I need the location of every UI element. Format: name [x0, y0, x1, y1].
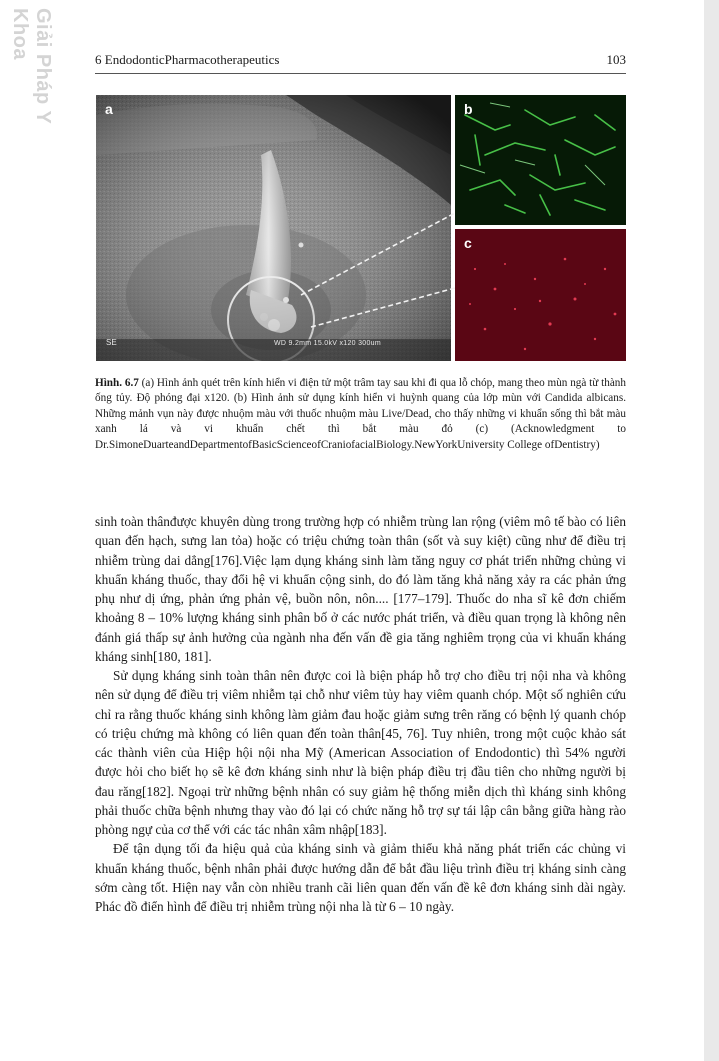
header-rule	[95, 73, 626, 74]
watermark-text: Giải Pháp Y Khoa	[9, 8, 54, 124]
panel-label-a: a	[105, 101, 113, 117]
panel-label-b: b	[464, 101, 473, 117]
caption-text: (a) Hình ảnh quét trên kính hiển vi điện tử một trâm tay sau khi đi qua lỗ chóp, mang theo mùn ngà từ thành ống tủy. Độ phóng đại x120. (b) Hình ảnh sử dụng kính hiển vi huỳnh quang của lớp mùn với Candida albicans. Những mảnh vụn này được nhuộm màu với thuốc nhuộm màu Live/Dead, cho thấy những vi khuẩn sống thì bắt màu xanh lá và vi khuẩn chết thì bắt màu đỏ (c) (Acknowledgment to Dr.SimoneDuarteandDepartmentofBasicScienceofCraniofacialBiology.NewYorkUniversity College ofDentistry)	[95, 377, 626, 451]
figure-panel-a	[96, 95, 451, 361]
red-fluorescence-image	[455, 229, 626, 361]
sem-mode-label: SE	[106, 338, 117, 347]
figure-panel-b	[455, 95, 626, 225]
sem-micrograph	[96, 95, 451, 361]
paragraph-2: Sử dụng kháng sinh toàn thân nên được coi là biện pháp hỗ trợ cho điều trị nội nha và không nên sử dụng để điều trị viêm nhiễm tại chỗ như viêm tủy hay viêm quanh chóp. Một số nghiên cứu chỉ ra rằng thuốc kháng sinh không làm giảm đau hoặc giảm sưng trên răng có bệnh lý quanh chóp có triệu chứng mà không có liên quan đến toàn thân[45, 76]. Tuy nhiên, trong một cuộc khảo sát các thành viên của Hiệp hội nội nha Mỹ (American Association of Endodontic) thì 54% người được hỏi cho biết họ sẽ kê đơn kháng sinh như là biện pháp điều trị đầu tiên cho những người bị đau răng[182]. Ngoại trừ những bệnh nhân có suy giảm hệ thống miễn dịch thì kháng sinh không phải thuốc chữa bệnh nhưng thay vào đó lại có chức năng hỗ trợ sự tái lập cân bằng giữa hàng rào phòng ngự của cơ thể với các tác nhân xâm nhập[183].	[95, 668, 626, 837]
sem-scale-readout: WD 9.2mm 15.0kV x120 300um	[274, 340, 382, 347]
figure-caption	[95, 376, 626, 453]
figure-panel-c	[455, 229, 626, 361]
page-number: 103	[606, 52, 626, 67]
figure-6-7	[96, 95, 626, 361]
body-text	[95, 512, 626, 916]
watermark	[8, 8, 54, 168]
panel-label-c: c	[464, 235, 472, 251]
caption-label: Hình. 6.7	[95, 377, 139, 389]
chapter-title: 6 EndodonticPharmacotherapeutics	[95, 52, 280, 67]
paragraph-3: Để tận dụng tối đa hiệu quả của kháng sinh và giảm thiểu khả năng phát triển các chủng vi khuẩn kháng thuốc, bệnh nhân phải được hướng dẫn để bắt đầu liệu trình điều trị kháng sinh càng sớm càng tốt. Hiện nay vẫn còn nhiều tranh cãi liên quan đến vấn đề kê đơn kháng sinh dài ngày. Phác đồ điển hình để điều trị nhiễm trùng nội nha là từ 6 – 10 ngày.	[95, 841, 626, 914]
paragraph-1: sinh toàn thânđược khuyên dùng trong trường hợp có nhiễm trùng lan rộng (viêm mô tế bào có liên quan đến hạch, sưng lan tỏa) hoặc có triệu chứng toàn thân (sốt và suy kiệt) cũng như để điều trị nhiễm trùng dai dẳng[176].Việc lạm dụng kháng sinh làm tăng nguy cơ phát triển những chủng vi khuẩn kháng thuốc, thay đổi hệ vi khuẩn cộng sinh, do đó làm tăng khả năng xảy ra các phản ứng phụ như dị ứng, phản ứng phản vệ, buồn nôn, nôn.... [177–179]. Thuốc do nha sĩ kê đơn chiếm khoảng 8 – 10% lượng kháng sinh phân bố ở các nước phát triển, và điều quan trọng là không nên đánh giá thấp sự ảnh hưởng của ngành nha đến vấn đề gia tăng nghiêm trọng của vi khuẩn kháng kháng sinh[180, 181].	[95, 514, 626, 664]
green-fluorescence-image	[455, 95, 626, 225]
